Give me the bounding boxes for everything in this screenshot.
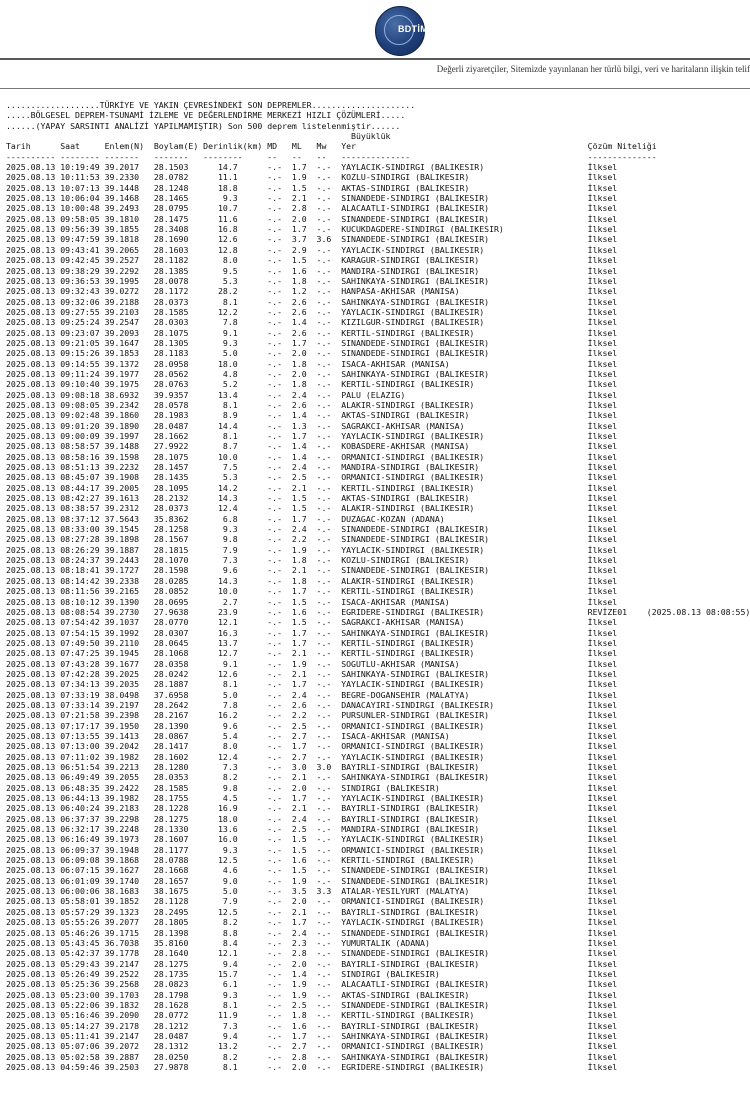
earthquake-row: 2025.08.13 06:32:17 39.2248 28.1330 13.6 -.- 2.5 -.- MANDIRA-SINDIRGI (BALIKESIR) İlksel — [6, 824, 618, 835]
earthquake-row: 2025.08.13 06:01:09 39.1740 28.1657 9.0 -.- 1.9 -.- SINANDEDE-SINDIRGI (BALIKESIR) İlksel — [6, 875, 618, 886]
earthquake-row: 2025.08.13 06:09:37 39.1948 28.1177 9.3 -.- 1.5 -.- ORMANICI-SINDIRGI (BALIKESIR) İlksel — [6, 844, 618, 855]
earthquake-row: 2025.08.13 07:33:14 39.2197 28.2642 7.8 -.- 2.6 -.- DANACAYIRI-SINDIRGI (BALIKESIR) İlksel — [6, 699, 618, 710]
header-divider — [0, 58, 750, 60]
earthquake-row: 2025.08.13 06:44:13 39.1982 28.1755 4.5 -.- 1.7 -.- YAYLACIK-SINDIRGI (BALIKESIR) İlksel — [6, 793, 618, 804]
earthquake-row: 2025.08.13 09:15:26 39.1853 28.1183 5.0 -.- 2.0 -.- SINANDEDE-SINDIRGI (BALIKESIR) İlksel — [6, 348, 618, 359]
earthquake-row: 2025.08.13 07:34:13 39.2035 28.1887 8.1 -.- 1.7 -.- YAYLACIK-SINDIRGI (BALIKESIR) İlksel — [6, 679, 618, 690]
earthquake-row: 2025.08.13 08:38:57 39.2312 28.0373 12.4 -.- 1.5 -.- ALAKIR-SINDIRGI (BALIKESIR) İlksel — [6, 503, 618, 514]
earthquake-row: 2025.08.13 10:11:53 39.2330 28.0782 11.1 -.- 1.9 -.- KOZLU-SINDIRGI (BALIKESIR) İlksel — [6, 172, 618, 183]
earthquake-row: 2025.08.13 05:25:36 39.2568 28.0823 6.1 -.- 1.9 -.- ALACAATLI-SINDIRGI (BALIKESIR) İlksel — [6, 979, 618, 990]
earthquake-row: 2025.08.13 08:37:12 37.5643 35.8362 6.8 -.- 1.7 -.- DUZAGAC-KOZAN (ADANA) İlksel — [6, 513, 618, 524]
earthquake-row: 2025.08.13 10:19:49 39.2017 28.1503 14.7 -.- 1.7 -.- YAYLACIK-SINDIRGI (BALIKESIR) İlksel — [6, 162, 618, 173]
earthquake-row: 2025.08.13 07:54:15 39.1992 28.0307 16.3 -.- 1.7 -.- SAHINKAYA-SINDIRGI (BALIKESIR) İlksel — [6, 627, 618, 638]
copyright-notice: Değerli ziyaretçiler, Sitemizde yayınlanan her türlü bilgi, veri ve haritaların ilişkin telif — [436, 64, 750, 74]
earthquake-row: 2025.08.13 08:26:29 39.1887 28.1815 7.9 -.- 1.9 -.- YAYLACIK-SINDIRGI (BALIKESIR) İlksel — [6, 544, 618, 555]
earthquake-row: 2025.08.13 08:51:13 39.2232 28.1457 7.5 -.- 2.4 -.- MANDIRA-SINDIRGI (BALIKESIR) İlksel — [6, 462, 618, 473]
earthquake-row: 2025.08.13 05:43:45 36.7038 35.8160 8.4 -.- 2.3 -.- YUMURTALIK (ADANA) İlksel — [6, 937, 618, 948]
earthquake-row: 2025.08.13 09:38:29 39.2292 28.1385 9.5 -.- 1.6 -.- MANDIRA-SINDIRGI (BALIKESIR) İlksel — [6, 265, 618, 276]
column-headers: Tarih Saat Enlem(N) Boylam(E) Derinlik(km) MD ML Mw Yer Çözüm Niteliği — [6, 141, 657, 152]
earthquake-row: 2025.08.13 07:43:28 39.1677 28.0358 9.1 -.- 1.9 -.- SOGUTLU-AKHISAR (MANISA) İlksel — [6, 658, 618, 669]
earthquake-row: 2025.08.13 07:21:58 39.2398 28.2167 16.2 -.- 2.2 -.- PURSUNLER-SINDIRGI (BALIKESIR) İlksel — [6, 710, 618, 721]
earthquake-row: 2025.08.13 08:58:57 39.1488 27.9922 8.7 -.- 1.4 -.- KOBASDERE-AKHISAR (MANISA) İlksel — [6, 441, 618, 452]
earthquake-row: 2025.08.13 09:42:45 39.2527 28.1182 8.0 -.- 1.5 -.- KARAGUR-SINDIRGI (BALIKESIR) İlksel — [6, 255, 618, 266]
earthquake-row: 2025.08.13 05:11:41 39.2147 28.0487 9.4 -.- 1.7 -.- SAHINKAYA-SINDIRGI (BALIKESIR) İlksel — [6, 1030, 618, 1041]
earthquake-row: 2025.08.13 05:23:00 39.1703 28.1798 9.3 -.- 1.9 -.- AKTAS-SINDIRGI (BALIKESIR) İlksel — [6, 989, 618, 1000]
earthquake-row: 2025.08.13 07:54:42 39.1037 28.0770 12.1 -.- 1.5 -.- SAGRAKCI-AKHISAR (MANISA) İlksel — [6, 617, 618, 628]
earthquake-row: 2025.08.13 05:57:29 39.1323 28.2495 12.5 -.- 2.1 -.- BAYIRLI-SINDIRGI (BALIKESIR) İlksel — [6, 906, 618, 917]
earthquake-row: 2025.08.13 08:45:07 39.1908 28.1435 5.3 -.- 2.5 -.- ORMANICI-SINDIRGI (BALIKESIR) İlksel — [6, 472, 618, 483]
earthquake-row: 2025.08.13 07:17:17 39.1950 28.1390 9.6 -.- 2.5 -.- ORMANICI-SINDIRGI (BALIKESIR) İlksel — [6, 720, 618, 731]
earthquake-row: 2025.08.13 06:51:54 39.2213 28.1280 7.3 -.- 3.0 3.0 BAYIRLI-SINDIRGI (BALIKESIR) İlksel — [6, 762, 618, 772]
column-separator: ---------- -------- ------- ------- -------- -- -- -- -------------- -------------- — [6, 151, 657, 162]
earthquake-row: 2025.08.13 05:29:43 39.2147 28.1275 9.4 -.- 2.0 -.- BAYIRLI-SINDIRGI (BALIKESIR) İlksel — [6, 958, 618, 969]
earthquake-row: 2025.08.13 07:33:19 38.0498 37.6958 5.0 -.- 2.4 -.- BEGRE-DOGANSEHIR (MALATYA) İlksel — [6, 689, 618, 700]
earthquake-row: 2025.08.13 09:08:18 38.6932 39.9357 13.4 -.- 2.4 -.- PALU (ELAZIG) İlksel — [6, 389, 618, 400]
listing-intro-line: .....BÖLGESEL DEPREM-TSUNAMİ İZLEME VE DEĞERLENDİRME MERKEZİ HIZLI ÇÖZÜMLERİ..... — [6, 110, 406, 121]
earthquake-row: 2025.08.13 06:00:06 38.1683 38.1675 5.0 -.- 3.5 3.3 ATALAR-YESILYURT (MALATYA) İlksel — [6, 886, 618, 897]
earthquake-row: 2025.08.13 09:08:05 39.2342 28.0578 8.1 -.- 2.6 -.- ALAKIR-SINDIRGI (BALIKESIR) İlksel — [6, 399, 618, 410]
earthquake-row: 2025.08.13 07:42:28 39.2025 28.0242 12.6 -.- 2.1 -.- SAHINKAYA-SINDIRGI (BALIKESIR) İlksel — [6, 668, 618, 679]
earthquake-row: 2025.08.13 07:13:00 39.2042 28.1417 8.0 -.- 1.7 -.- ORMANICI-SINDIRGI (BALIKESIR) İlksel — [6, 741, 618, 752]
earthquake-row: 2025.08.13 06:49:49 39.2055 28.0353 8.2 -.- 2.1 -.- SAHINKAYA-SINDIRGI (BALIKESIR) İlksel — [6, 772, 618, 783]
earthquake-row: 2025.08.13 08:33:00 39.1545 28.1258 9.3 -.- 2.4 -.- SINANDEDE-SINDIRGI (BALIKESIR) İlksel — [6, 524, 618, 535]
earthquake-row: 2025.08.13 06:40:24 39.2183 28.1228 16.9 -.- 2.1 -.- BAYIRLI-SINDIRGI (BALIKESIR) İlksel — [6, 803, 618, 814]
earthquake-row: 2025.08.13 06:37:37 39.2298 28.1275 18.0 -.- 2.4 -.- BAYIRLI-SINDIRGI (BALIKESIR) İlksel — [6, 813, 618, 824]
earthquake-row: 2025.08.13 05:26:49 39.2522 28.1735 15.7 -.- 1.4 -.- SINDIRGI (BALIKESIR) İlksel — [6, 968, 618, 979]
earthquake-row: 2025.08.13 09:25:24 39.2547 28.0303 7.8 -.- 1.4 -.- KIZILGUR-SINDIRGI (BALIKESIR) İlksel — [6, 317, 618, 328]
earthquake-row: 2025.08.13 07:11:02 39.1982 28.1602 12.4 -.- 2.7 -.- YAYLACIK-SINDIRGI (BALIKESIR) İlksel — [6, 751, 618, 762]
earthquake-row: 2025.08.13 05:22:06 39.1832 28.1628 8.1 -.- 2.5 -.- SINANDEDE-SINDIRGI (BALIKESIR) İlksel — [6, 999, 618, 1010]
magnitude-header: Büyüklük — [6, 131, 391, 142]
earthquake-row: 2025.08.13 10:00:48 39.2493 28.0795 10.7 -.- 2.8 -.- ALACAATLI-SINDIRGI (BALIKESIR) İlksel — [6, 203, 618, 214]
site-header — [0, 0, 750, 60]
earthquake-row: 2025.08.13 09:14:55 39.1372 28.0958 18.0 -.- 1.8 -.- ISACA-AKHISAR (MANISA) İlksel — [6, 358, 618, 369]
earthquake-row: 2025.08.13 09:00:09 39.1997 28.1662 8.1 -.- 1.7 -.- YAYLACIK-SINDIRGI (BALIKESIR) İlksel — [6, 431, 618, 441]
earthquake-row: 2025.08.13 06:07:15 39.1627 28.1668 4.6 -.- 1.5 -.- SINANDEDE-SINDIRGI (BALIKESIR) İlksel — [6, 865, 618, 876]
earthquake-row: 2025.08.13 08:14:42 39.2338 28.0285 14.3 -.- 1.8 -.- ALAKIR-SINDIRGI (BALIKESIR) İlksel — [6, 575, 618, 586]
earthquake-row: 2025.08.13 09:43:41 39.2065 28.1603 12.8 -.- 2.9 -.- YAYLACIK-SINDIRGI (BALIKESIR) İlksel — [6, 244, 618, 255]
earthquake-row: 2025.08.13 07:47:25 39.1945 28.1068 12.7 -.- 2.1 -.- KERTIL-SINDIRGI (BALIKESIR) İlksel — [6, 648, 618, 659]
earthquake-row: 2025.08.13 08:18:41 39.1727 28.1598 9.6 -.- 2.1 -.- SINANDEDE-SINDIRGI (BALIKESIR) İlksel — [6, 565, 618, 576]
earthquake-row: 2025.08.13 09:11:24 39.1977 28.0562 4.8 -.- 2.0 -.- SAHINKAYA-SINDIRGI (BALIKESIR) İlksel — [6, 368, 618, 379]
logo-text: BDTİM — [398, 24, 428, 34]
earthquake-row: 2025.08.13 06:09:08 39.1868 28.0788 12.5 -.- 1.6 -.- KERTIL-SINDIRGI (BALIKESIR) İlksel — [6, 855, 618, 866]
earthquake-row: 2025.08.13 08:11:56 39.2165 28.0852 10.0 -.- 1.7 -.- KERTIL-SINDIRGI (BALIKESIR) İlksel — [6, 586, 618, 597]
earthquake-row: 2025.08.13 05:07:06 39.2072 28.1312 13.2 -.- 2.7 -.- ORMANICI-SINDIRGI (BALIKESIR) İlksel — [6, 1041, 618, 1052]
earthquake-row: 2025.08.13 09:47:59 39.1818 28.1690 12.6 -.- 3.7 3.6 SINANDEDE-SINDIRGI (BALIKESIR) İlksel — [6, 234, 618, 245]
earthquake-row: 2025.08.13 09:32:43 39.0272 28.1172 28.2 -.- 1.2 -.- HANPASA-AKHISAR (MANISA) İlksel — [6, 286, 618, 297]
earthquake-row: 2025.08.13 10:07:13 39.1448 28.1248 18.8 -.- 1.5 -.- AKTAS-SINDIRGI (BALIKESIR) İlksel — [6, 182, 618, 193]
listing-intro-line: ...................TÜRKİYE VE YAKIN ÇEVRESİNDEKİ SON DEPREMLER..................... — [6, 100, 416, 110]
earthquake-row: 2025.08.13 08:10:12 39.1390 28.0695 2.7 -.- 1.5 -.- ISACA-AKHISAR (MANISA) İlksel — [6, 596, 618, 607]
earthquake-row: 2025.08.13 04:59:46 39.2503 27.9878 8.1 -.- 2.0 -.- EGRIDERE-SINDIRGI (BALIKESIR) İlksel — [6, 1061, 618, 1072]
bdtim-logo[interactable] — [375, 6, 428, 56]
earthquake-row: 2025.08.13 08:44:17 39.2005 28.1095 14.2 -.- 2.1 -.- KERTIL-SINDIRGI (BALIKESIR) İlksel — [6, 482, 618, 493]
earthquake-row: 2025.08.13 08:58:16 39.1598 28.1075 10.0 -.- 1.4 -.- ORMANICI-SINDIRGI (BALIKESIR) İlksel — [6, 451, 618, 462]
earthquake-row: 2025.08.13 09:01:20 39.1890 28.0487 14.4 -.- 1.3 -.- SAGRAKCI-AKHISAR (MANISA) İlksel — [6, 420, 618, 431]
earthquake-row: 2025.08.13 09:58:05 39.1810 28.1475 11.6 -.- 2.0 -.- SINANDEDE-SINDIRGI (BALIKESIR) İlksel — [6, 213, 618, 224]
earthquake-listing — [6, 100, 750, 1072]
earthquake-row: 2025.08.13 09:32:06 39.2188 28.0373 8.1 -.- 2.6 -.- SAHINKAYA-SINDIRGI (BALIKESIR) İlksel — [6, 296, 618, 307]
earthquake-row: 2025.08.13 10:06:04 39.1468 28.1465 9.3 -.- 2.1 -.- SINANDEDE-SINDIRGI (BALIKESIR) İlksel — [6, 193, 618, 204]
earthquake-row: 2025.08.13 05:58:01 39.1852 28.1128 7.9 -.- 2.0 -.- ORMANICI-SINDIRGI (BALIKESIR) İlksel — [6, 896, 618, 907]
earthquake-row: 2025.08.13 05:46:26 39.1715 28.1398 8.8 -.- 2.4 -.- SINANDEDE-SINDIRGI (BALIKESIR) İlksel — [6, 927, 618, 938]
listing-intro-line: ......(YAPAY SARSINTI ANALİZİ YAPILMAMIŞTIR) Son 500 deprem listelenmiştir...... — [6, 120, 401, 131]
earthquake-row: 2025.08.13 09:27:55 39.2103 28.1585 12.2 -.- 2.6 -.- YAYLACIK-SINDIRGI (BALIKESIR) İlksel — [6, 306, 618, 317]
earthquake-row: 2025.08.13 06:16:49 39.1973 28.1607 16.0 -.- 1.5 -.- YAYLACIK-SINDIRGI (BALIKESIR) İlksel — [6, 834, 618, 845]
earthquake-row: 2025.08.13 05:02:58 39.2887 28.0250 8.2 -.- 2.8 -.- SAHINKAYA-SINDIRGI (BALIKESIR) İlksel — [6, 1051, 618, 1062]
earthquake-row: 2025.08.13 08:24:37 39.2443 28.1070 7.3 -.- 1.8 -.- KOZLU-SINDIRGI (BALIKESIR) İlksel — [6, 555, 618, 566]
earthquake-row: 2025.08.13 06:48:35 39.2422 28.1585 9.8 -.- 2.0 -.- SINDIRGI (BALIKESIR) İlksel — [6, 782, 618, 793]
earthquake-row: 2025.08.13 05:42:37 39.1778 28.1640 12.1 -.- 2.8 -.- SINANDEDE-SINDIRGI (BALIKESIR) İlksel — [6, 948, 618, 959]
earthquake-row: 2025.08.13 09:10:40 39.1975 28.0763 5.2 -.- 1.8 -.- KERTIL-SINDIRGI (BALIKESIR) İlksel — [6, 379, 618, 390]
earthquake-row: 2025.08.13 09:21:05 39.1647 28.1305 9.3 -.- 1.7 -.- SINANDEDE-SINDIRGI (BALIKESIR) İlksel — [6, 337, 618, 348]
earthquake-row: 2025.08.13 05:14:27 39.2178 28.1212 7.3 -.- 1.6 -.- BAYIRLI-SINDIRGI (BALIKESIR) İlksel — [6, 1020, 618, 1031]
content-divider — [0, 88, 750, 89]
earthquake-row: 2025.08.13 09:36:53 39.1995 28.0078 5.3 -.- 1.8 -.- SAHINKAYA-SINDIRGI (BALIKESIR) İlksel — [6, 275, 618, 286]
earthquake-row: 2025.08.13 09:02:48 39.1860 28.1983 8.9 -.- 1.4 -.- AKTAS-SINDIRGI (BALIKESIR) İlksel — [6, 410, 618, 421]
earthquake-row: 2025.08.13 05:55:26 39.2077 28.1805 8.2 -.- 1.7 -.- YAYLACIK-SINDIRGI (BALIKESIR) İlksel — [6, 917, 618, 928]
earthquake-row: 2025.08.13 09:23:07 39.2093 28.1075 9.1 -.- 2.6 -.- KERTIL-SINDIRGI (BALIKESIR) İlksel — [6, 327, 618, 338]
earthquake-row: 2025.08.13 07:13:55 39.1413 28.0867 5.4 -.- 2.7 -.- ISACA-AKHISAR (MANISA) İlksel — [6, 730, 618, 741]
earthquake-row: 2025.08.13 07:49:50 39.2110 28.0645 13.7 -.- 1.7 -.- KERTIL-SINDIRGI (BALIKESIR) İlksel — [6, 637, 618, 648]
earthquake-row: 2025.08.13 09:56:39 39.1855 28.3408 16.8 -.- 1.7 -.- KUCUKDAGDERE-SINDIRGI (BALIKESIR) İlksel — [6, 224, 618, 235]
earthquake-row: 2025.08.13 08:27:28 39.1898 28.1567 9.8 -.- 2.2 -.- SINANDEDE-SINDIRGI (BALIKESIR) İlksel — [6, 534, 618, 545]
earthquake-row: 2025.08.13 05:16:46 39.2090 28.0772 11.9 -.- 1.8 -.- KERTIL-SINDIRGI (BALIKESIR) İlksel — [6, 1010, 618, 1021]
earthquake-row: 2025.08.13 08:42:27 39.1613 28.2132 14.3 -.- 1.5 -.- AKTAS-SINDIRGI (BALIKESIR) İlksel — [6, 493, 618, 504]
earthquake-row: 2025.08.13 08:08:54 39.2730 27.9638 23.9 -.- 1.6 -.- EGRIDERE-SINDIRGI (BALIKESIR) REVİZE01 (2025.08.13 08:08:55) — [6, 606, 750, 617]
